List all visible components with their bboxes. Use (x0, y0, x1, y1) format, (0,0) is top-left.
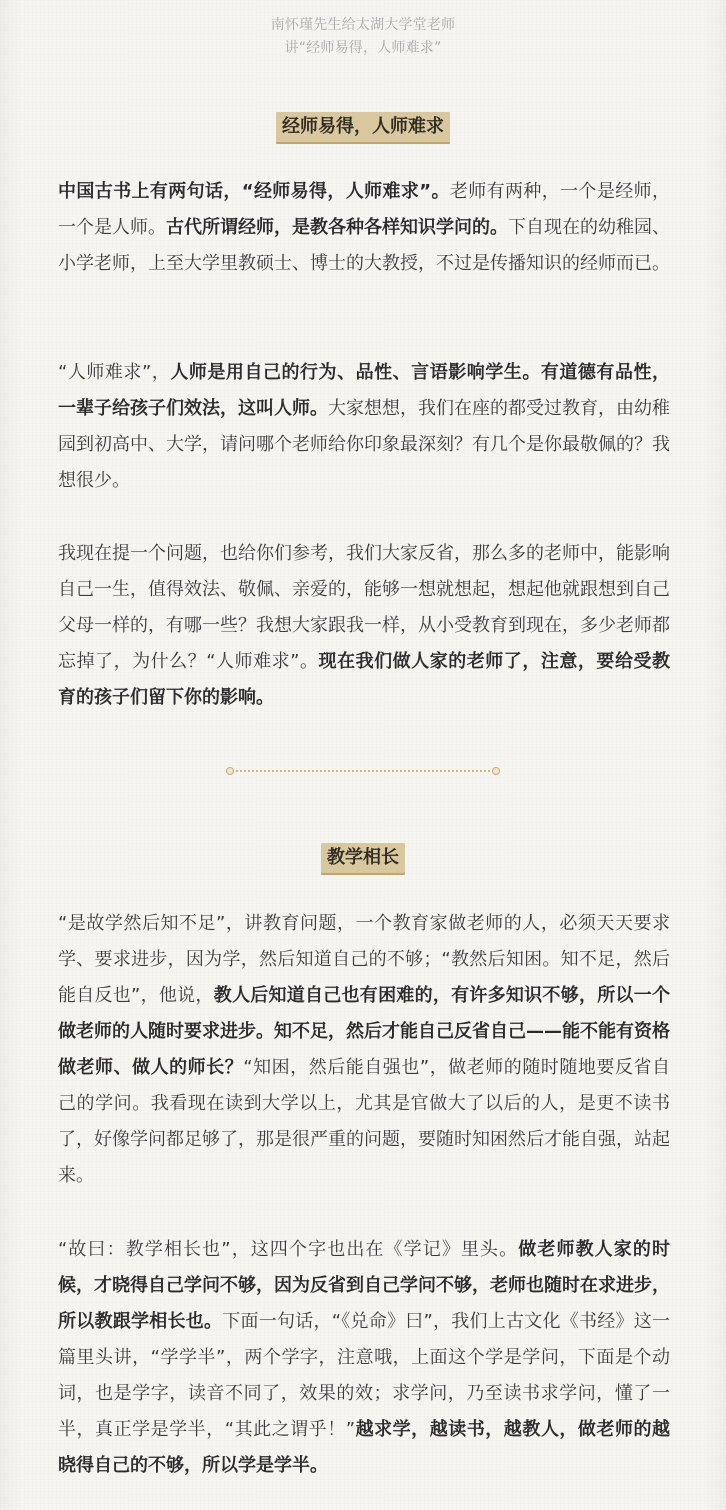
article-subtitle (0, 14, 726, 60)
bold-text: 越求学，越读书，越教人，做老师的越晓得自己的不够，所以学是学半。 (58, 1419, 670, 1476)
bold-text: 现在我们做人家的老师了，注意，要给受教育的孩子们留下你的影响。 (58, 651, 671, 708)
body-text: “故曰：教学相长也”，这四个字也出在《学记》里头。 (58, 1239, 519, 1260)
subtitle-line-2: 讲“经师易得，人师难求” (284, 40, 442, 56)
body-text: 老师有两种，一个是经师，一个是人师。 (58, 181, 670, 238)
page-left-shadow (0, 0, 22, 1510)
paragraph (58, 174, 670, 282)
page-right-shadow (704, 0, 726, 1510)
section-divider (226, 767, 500, 775)
paragraph (58, 355, 670, 499)
body-text: 我现在提一个问题，也给你们参考，我们大家反省，那么多的老师中，能影响自己一生，值得效法、敬佩、亲爱的，能够一想就想起，想起他就跟想到自己父母一样的，有哪一些？我想大家跟我一样，从小受教育到现在，多少老师都忘掉了，为什么？“人师难求”。 (58, 543, 670, 672)
body-text: 下面一句话，“《兑命》曰”，我们上古文化《书经》这一篇里头讲，“学学半”，两个学字，注意哦，上面这个学是学问，下面是个动词，也是学字，读音不同了，效果的效；求学问，乃至读书求学问，懂了一半，真正学是学半，“其此之谓乎！” (58, 1311, 671, 1440)
paragraph (58, 906, 670, 1194)
body-text: “人师难求”， (58, 362, 171, 383)
subtitle-line-1: 南怀瑾先生给太湖大学堂老师 (270, 17, 456, 33)
section-1-heading-wrap (0, 112, 726, 142)
paragraph (58, 1232, 670, 1484)
section-2-heading-wrap (0, 843, 726, 873)
paragraph (58, 536, 670, 716)
bold-text: 教人后知道自己也有困难的，有许多知识不够，所以一个做老师的人随时要求进步。知不足，然后才能自己反省自己——能不能有资格做老师、做人的师长？ (58, 985, 671, 1078)
section-heading: 经师易得，人师难求 (276, 112, 450, 142)
body-text: 大家想想，我们在座的都受过教育，由幼稚园到初高中、大学，请问哪个老师给你印象最深刻？有几个是你最敬佩的？我想很少。 (58, 398, 670, 491)
bold-text: 古代所谓经师，是教各种各样知识学问的。 (166, 217, 508, 238)
divider-dotted-line (232, 770, 494, 772)
bold-text: 中国古书上有两句话，“经师易得，人师难求”。 (58, 181, 450, 202)
body-text: 下自现在的幼稚园、小学老师，上至大学里教硕士、博士的大教授，不过是传播知识的经师而已。 (58, 217, 670, 274)
body-text: “是故学然后知不足”，讲教育问题，一个教育家做老师的人，必须天天要求学、要求进步，因为学，然后知道自己的不够；“教然后知困。知不足，然后能自反也”，他说， (58, 913, 670, 1006)
section-heading: 教学相长 (321, 843, 405, 873)
divider-right-dot-icon (492, 767, 500, 775)
divider-left-dot-icon (226, 767, 234, 775)
bold-text: 人师是用自己的行为、品性、言语影响学生。有道德有品性，一辈子给孩子们效法，这叫人师。 (58, 362, 671, 419)
body-text: “知困，然后能自强也”，做老师的随时随地要反省自己的学问。我看现在读到大学以上，尤其是官做大了以后的人，是更不读书了，好像学问都足够了，那是很严重的问题，要随时知困然后才能自强，站起来。 (58, 1057, 671, 1186)
bold-text: 做老师教人家的时候，才晓得自己学问不够，因为反省到自己学问不够，老师也随时在求进步，所以教跟学相长也。 (58, 1239, 670, 1332)
